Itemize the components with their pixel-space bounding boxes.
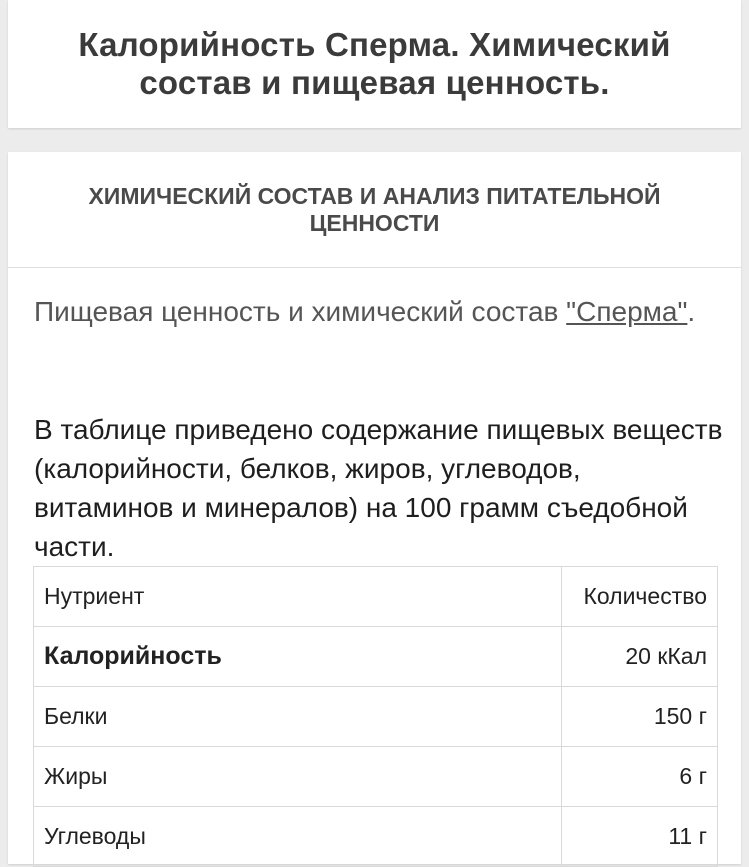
page-title: Калорийность Сперма. Химический состав и пищевая ценность.	[78, 26, 671, 101]
header-amount: Количество	[562, 567, 718, 627]
table-row	[34, 747, 718, 807]
nutrient-name: Белки	[34, 687, 562, 747]
description-paragraph: В таблице приведено содержание пищевых веществ (калорийности, белков, жиров, углеводов, витаминов и минералов) на 100 грамм съедобной части.	[34, 414, 723, 562]
nutrient-name: Калорийность	[34, 627, 562, 687]
nutrient-amount: 20 кКал	[562, 627, 718, 687]
nutrient-table	[33, 566, 718, 867]
header-nutrient: Нутриент	[34, 567, 562, 627]
table-row	[34, 627, 718, 687]
nutrient-amount: 150 г	[562, 687, 718, 747]
table-row	[34, 687, 718, 747]
section-header	[8, 152, 741, 268]
nutrient-amount: 11 г	[562, 807, 718, 867]
product-link[interactable]: "Сперма"	[566, 296, 688, 327]
table-header-row	[34, 567, 718, 627]
intro-end: .	[687, 296, 696, 327]
section-title: ХИМИЧЕСКИЙ СОСТАВ И АНАЛИЗ ПИТАТЕЛЬНОЙ ЦЕННОСТИ	[88, 182, 661, 236]
nutrient-amount: 6 г	[562, 747, 718, 807]
content-card	[8, 152, 741, 864]
page-header	[8, 0, 741, 128]
table-row	[34, 807, 718, 867]
nutrient-name: Жиры	[34, 747, 562, 807]
intro-text: Пищевая ценность и химический состав	[34, 296, 567, 327]
intro-paragraph	[34, 295, 714, 329]
nutrient-name: Углеводы	[34, 807, 562, 867]
